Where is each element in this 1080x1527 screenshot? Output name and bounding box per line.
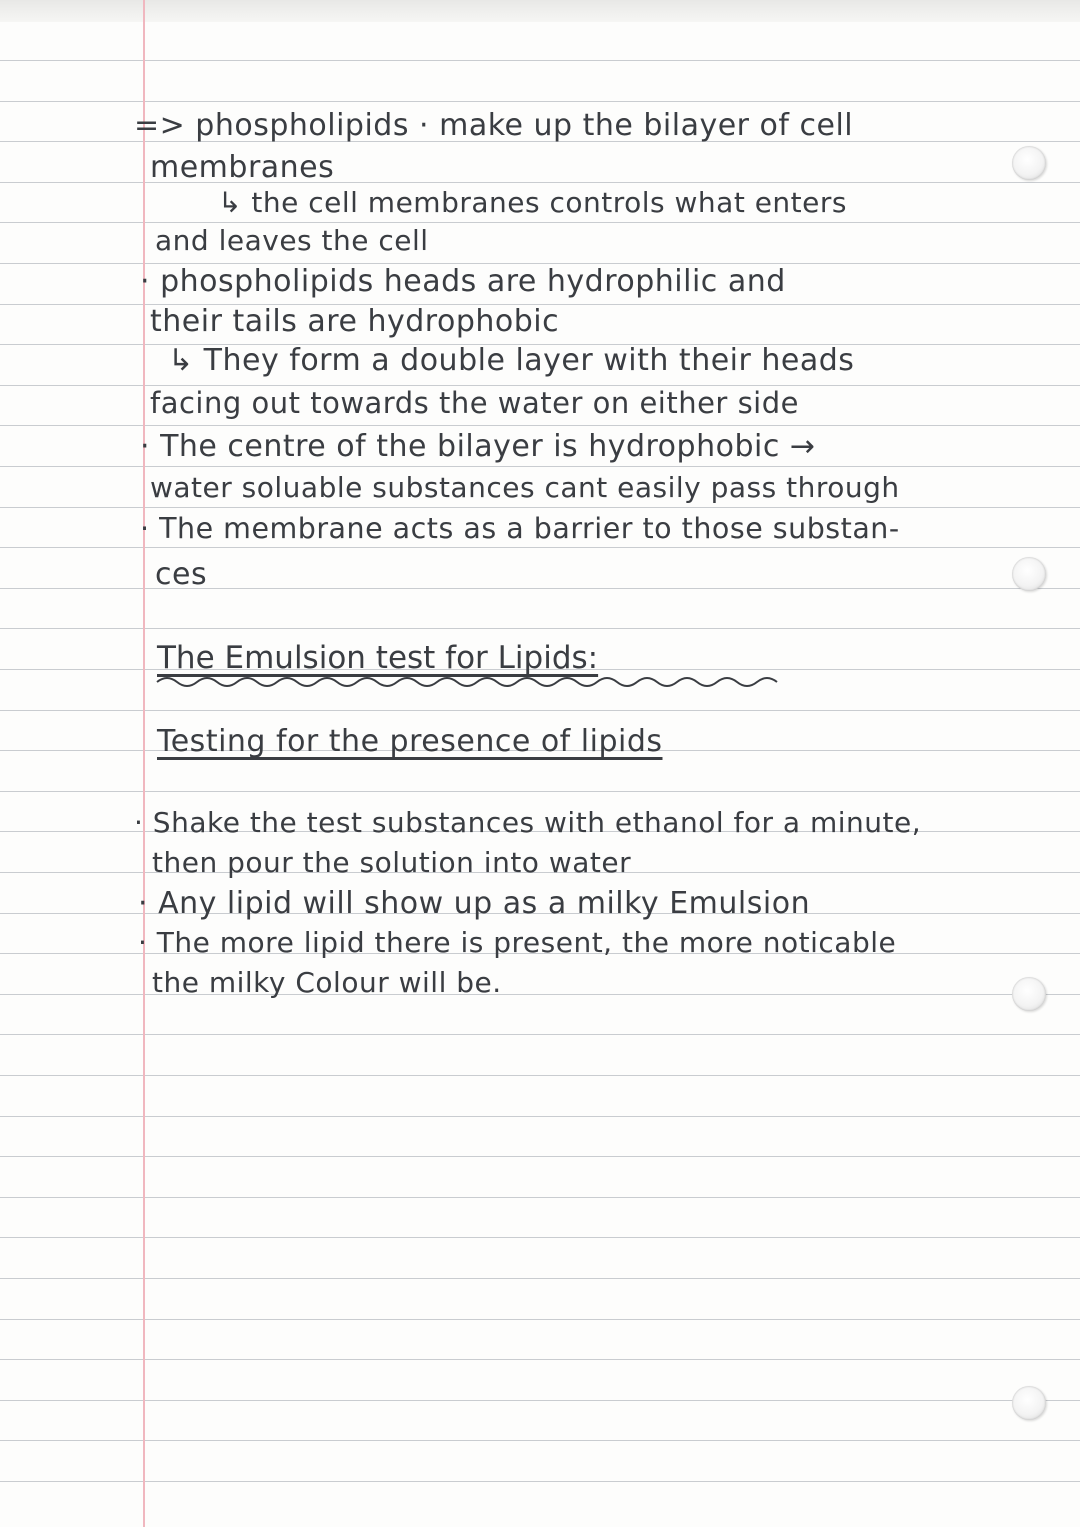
note-line: · Shake the test substances with ethanol for a minute,	[134, 806, 922, 839]
note-line: · The more lipid there is present, the more noticable	[138, 926, 897, 959]
ruled-line	[0, 1278, 1080, 1279]
ruled-line	[0, 1319, 1080, 1320]
page-top-edge	[0, 0, 1080, 22]
ruled-line	[0, 1075, 1080, 1076]
note-line: ↳ They form a double layer with their heads	[168, 343, 855, 378]
note-line: the milky Colour will be.	[152, 966, 502, 999]
punch-hole	[1012, 146, 1046, 180]
note-line: their tails are hydrophobic	[150, 304, 560, 339]
ruled-line	[0, 628, 1080, 629]
ruled-line	[0, 1034, 1080, 1035]
ruled-line	[0, 1481, 1080, 1482]
ruled-line	[0, 1359, 1080, 1360]
ruled-line	[0, 710, 1080, 711]
ruled-line	[0, 1400, 1080, 1401]
note-line: facing out towards the water on either side	[150, 386, 799, 420]
margin-line	[143, 0, 145, 1527]
punch-hole	[1012, 557, 1046, 591]
note-line: ces	[155, 557, 208, 592]
ruled-line	[0, 222, 1080, 223]
ruled-line	[0, 425, 1080, 426]
note-line: water soluable substances cant easily pass through	[150, 471, 900, 504]
note-line: · The membrane acts as a barrier to those substan-	[140, 512, 900, 545]
ruled-line	[0, 1116, 1080, 1117]
note-line: ↳ the cell membranes controls what enters	[218, 186, 847, 219]
ruled-line	[0, 60, 1080, 61]
ruled-line	[0, 101, 1080, 102]
ruled-line	[0, 466, 1080, 467]
ruled-line	[0, 1156, 1080, 1157]
note-line: and leaves the cell	[155, 224, 429, 257]
note-line: then pour the solution into water	[152, 846, 632, 879]
ruled-line	[0, 507, 1080, 508]
note-line: => phospholipids · make up the bilayer of cell	[134, 108, 854, 143]
ruled-line	[0, 1237, 1080, 1238]
ruled-line	[0, 791, 1080, 792]
ruled-line	[0, 547, 1080, 548]
note-line: · Any lipid will show up as a milky Emulsion	[138, 886, 811, 921]
punch-hole	[1012, 1386, 1046, 1420]
wavy-underline	[155, 672, 795, 692]
ruled-line	[0, 1197, 1080, 1198]
note-line: membranes	[150, 150, 335, 185]
section-subheading: Testing for the presence of lipids	[157, 724, 663, 759]
ruled-line	[0, 1440, 1080, 1441]
punch-hole	[1012, 977, 1046, 1011]
note-line: · The centre of the bilayer is hydrophobic →	[140, 429, 816, 464]
section-heading: The Emulsion test for Lipids:	[157, 640, 599, 676]
note-line: · phospholipids heads are hydrophilic and	[140, 264, 786, 299]
